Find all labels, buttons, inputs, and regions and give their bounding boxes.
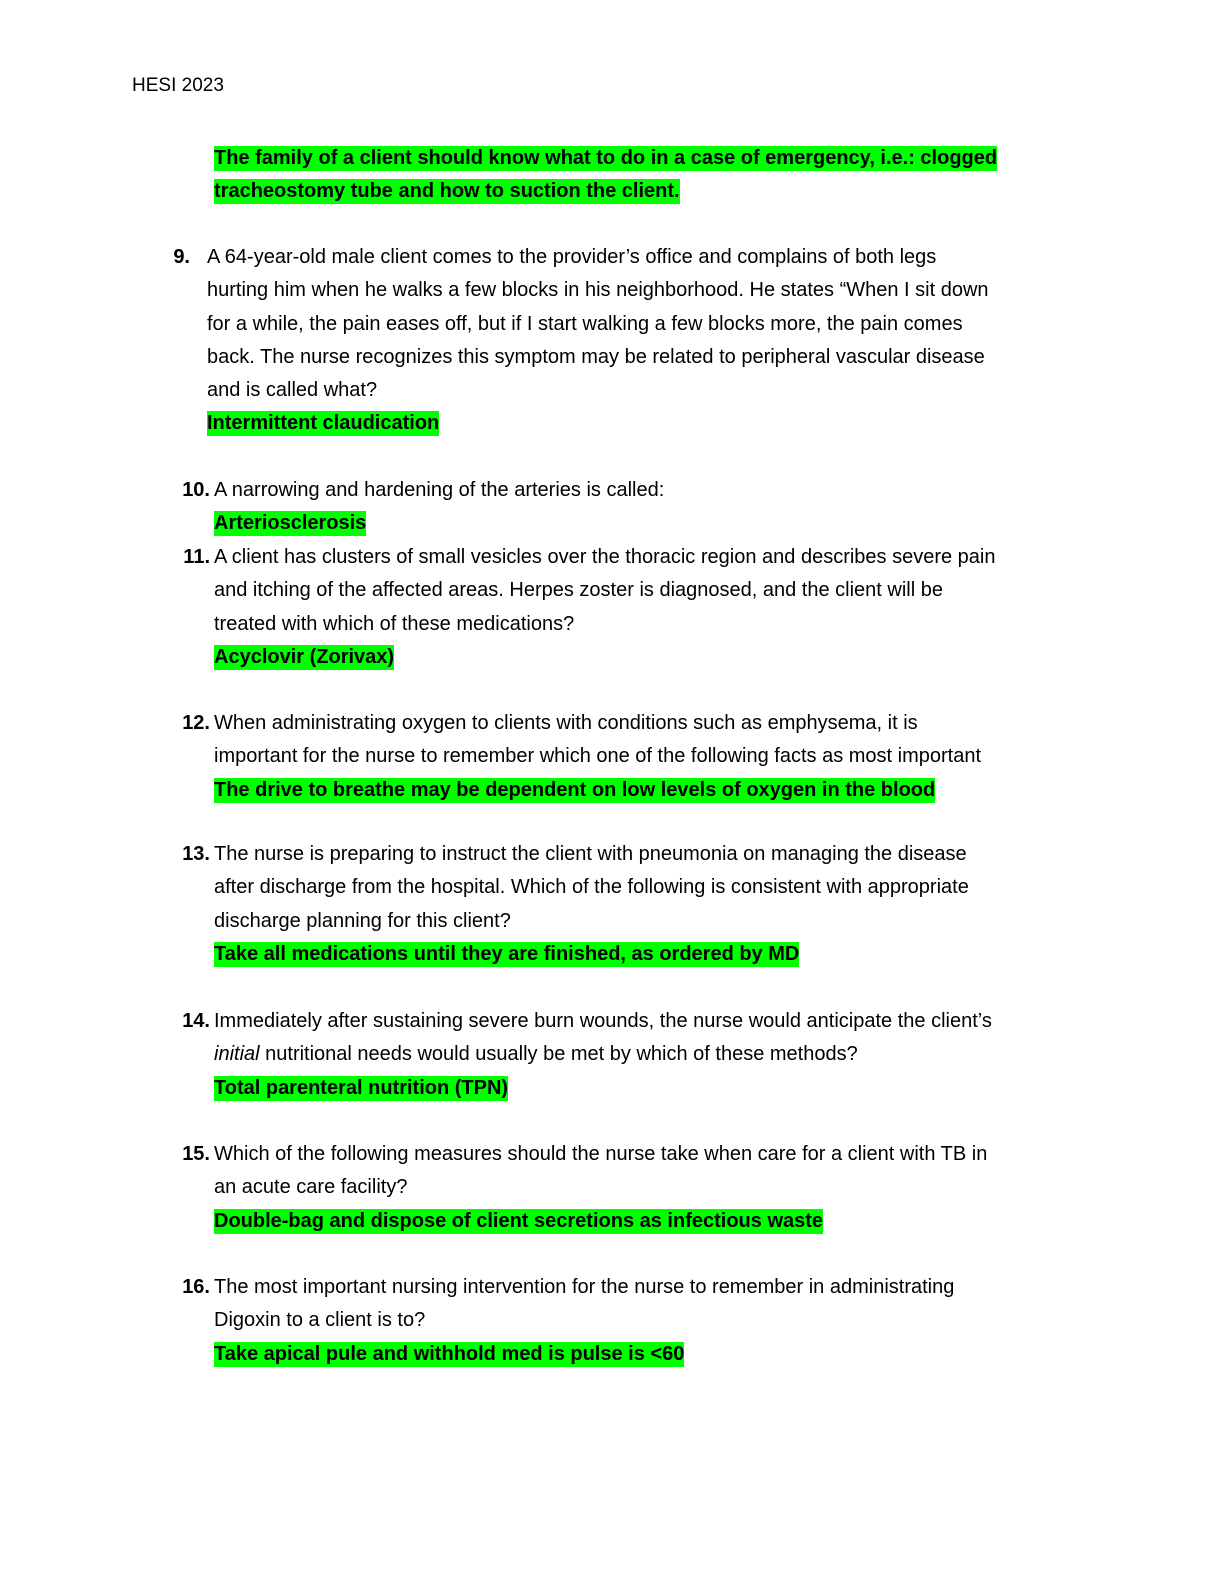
page-header: HESI 2023 <box>132 75 224 96</box>
question-number: 10. <box>182 479 210 501</box>
question-line: The nurse is preparing to instruct the client with pneumonia on managing the disease <box>214 843 967 865</box>
question-line: back. The nurse recognizes this symptom may be related to peripheral vascular disease <box>207 345 985 368</box>
question-line: important for the nurse to remember which one of the following facts as most important <box>214 745 982 768</box>
question-line: The most important nursing intervention for the nurse to remember in administrating <box>214 1276 955 1298</box>
question-line: treated with which of these medications? <box>214 612 575 635</box>
emphasis-text: initial <box>214 1043 260 1066</box>
question-line: discharge planning for this client? <box>214 909 511 932</box>
answer-highlight: Take apical pule and withhold med is pulse is <60 <box>214 1342 685 1365</box>
question-line: Digoxin to a client is to? <box>214 1309 426 1332</box>
answer-highlight: The drive to breathe may be dependent on low levels of oxygen in the blood <box>214 778 936 801</box>
question-line: an acute care facility? <box>214 1176 408 1199</box>
question-line: When administrating oxygen to clients with conditions such as emphysema, it is <box>214 712 918 734</box>
question-line: Immediately after sustaining severe burn wounds, the nurse would anticipate the client’s <box>214 1010 992 1032</box>
answer-highlight: Acyclovir (Zorivax) <box>214 645 395 668</box>
question-number: 9. <box>173 246 190 268</box>
question-line-rest: nutritional needs would usually be met by which of these methods? <box>259 1043 858 1066</box>
answer-highlight: Double-bag and dispose of client secretions as infectious waste <box>214 1209 824 1232</box>
question-line: and is called what? <box>207 379 378 402</box>
question-number: 14. <box>182 1010 210 1032</box>
question-text <box>214 838 1084 971</box>
question-line: hurting him when he walks a few blocks in his neighborhood. He states “When I sit down <box>207 279 989 302</box>
question-number: 15. <box>182 1143 210 1165</box>
question-number: 16. <box>182 1276 210 1298</box>
intro-answer <box>214 142 1044 208</box>
intro-answer-line-1: The family of a client should know what to do in a case of emergency, i.e.: clogged <box>214 147 998 169</box>
question-text <box>207 241 1077 441</box>
question-line: Which of the following measures should the nurse take when care for a client with TB in <box>214 1143 988 1165</box>
question-number: 12. <box>182 712 210 734</box>
question-line <box>214 1038 1084 1071</box>
question-text <box>214 474 1084 541</box>
answer-highlight: Total parenteral nutrition (TPN) <box>214 1076 509 1099</box>
question-line: after discharge from the hospital. Which of the following is consistent with appropriate <box>214 876 969 899</box>
question-text <box>214 707 1084 807</box>
question-line: for a while, the pain eases off, but if I start walking a few blocks more, the pain comes <box>207 312 963 335</box>
answer-highlight: Take all medications until they are finished, as ordered by MD <box>214 942 800 965</box>
question-text <box>214 541 1084 674</box>
question-text <box>214 1271 1084 1371</box>
intro-answer-line-2: tracheostomy tube and how to suction the client. <box>214 180 680 202</box>
question-text <box>214 1138 1084 1238</box>
question-number: 13. <box>182 843 210 865</box>
answer-highlight: Intermittent claudication <box>207 412 440 435</box>
question-number: 11. <box>183 546 210 568</box>
question-line: A narrowing and hardening of the arteries is called: <box>214 479 665 501</box>
answer-highlight: Arteriosclerosis <box>214 512 367 535</box>
question-line: A 64-year-old male client comes to the provider’s office and complains of both legs <box>207 246 937 268</box>
question-line: A client has clusters of small vesicles over the thoracic region and describes severe pain <box>214 546 996 568</box>
question-text <box>214 1005 1084 1105</box>
question-line: and itching of the affected areas. Herpes zoster is diagnosed, and the client will be <box>214 579 943 602</box>
